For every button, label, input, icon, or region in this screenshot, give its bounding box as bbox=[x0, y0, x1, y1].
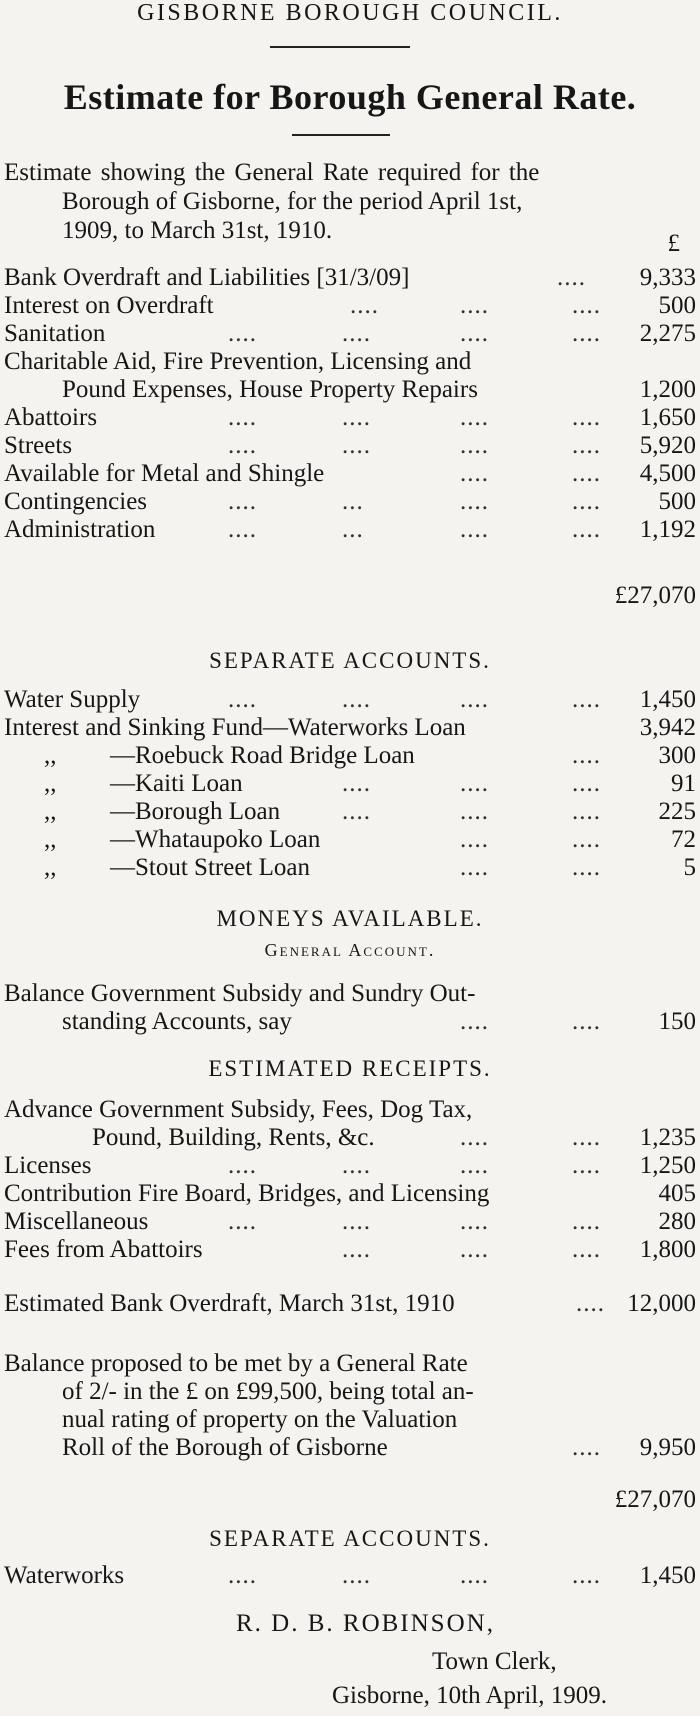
ditto-mark: ,, bbox=[44, 742, 57, 769]
expenditure-row bbox=[0, 292, 700, 320]
leader-dots: .... bbox=[576, 1290, 605, 1317]
leader-dots: .... bbox=[572, 742, 601, 769]
leader-dots: .... bbox=[460, 826, 489, 853]
signature-place-date: Gisborne, 10th April, 1909. bbox=[332, 1682, 607, 1709]
item-label: Balance Government Subsidy and Sundry Out- bbox=[4, 980, 476, 1007]
leader-dots: .... bbox=[572, 1124, 601, 1151]
expenditure-row bbox=[0, 404, 700, 432]
item-label: Licenses bbox=[4, 1152, 92, 1179]
leader-dots: .... bbox=[572, 320, 601, 347]
leader-dots: .... bbox=[572, 770, 601, 797]
item-label: Contribution Fire Board, Bridges, and Licensing bbox=[4, 1180, 490, 1207]
leader-dots: .... bbox=[572, 826, 601, 853]
leader-dots: .... bbox=[342, 1236, 371, 1263]
item-amount: 12,000 bbox=[627, 1290, 696, 1317]
item-amount: 5,920 bbox=[639, 432, 696, 459]
leader-dots: .... bbox=[460, 292, 489, 319]
leader-dots: .... bbox=[460, 1208, 489, 1235]
item-label: nual rating of property on the Valuation bbox=[62, 1406, 458, 1433]
item-label: Sanitation bbox=[4, 320, 106, 347]
item-amount: 300 bbox=[658, 742, 696, 769]
signatory-title: Town Clerk, bbox=[432, 1648, 557, 1675]
item-label: Interest on Overdraft bbox=[4, 292, 214, 319]
rate-row bbox=[0, 1378, 700, 1406]
leader-dots: .... bbox=[342, 686, 371, 713]
item-label: —Borough Loan bbox=[110, 798, 281, 825]
item-label: Interest and Sinking Fund—Waterworks Loan bbox=[4, 714, 466, 741]
balance-row bbox=[0, 1008, 700, 1036]
intro-line: Borough of Gisborne, for the period April 1st, bbox=[62, 188, 523, 215]
leader-dots: .... bbox=[228, 516, 257, 543]
item-amount: 72 bbox=[671, 826, 696, 853]
item-label: Balance proposed to be met by a General Rate bbox=[4, 1350, 468, 1377]
item-label: of 2/- in the £ on £99,500, being total an- bbox=[62, 1378, 474, 1405]
leader-dots: .... bbox=[228, 488, 257, 515]
leader-dots: .... bbox=[342, 432, 371, 459]
intro-line: Estimate showing the General Rate required for the bbox=[4, 159, 540, 186]
leader-dots: .... bbox=[342, 798, 371, 825]
page-title: Estimate for Borough General Rate. bbox=[63, 77, 637, 117]
item-amount: 1,450 bbox=[639, 1562, 696, 1589]
item-amount: 500 bbox=[658, 292, 696, 319]
final-total-row bbox=[0, 1486, 700, 1514]
item-amount: 9,333 bbox=[639, 264, 696, 291]
waterworks-row bbox=[0, 1562, 700, 1590]
expenditure-row bbox=[0, 376, 700, 404]
leader-dots: .... bbox=[572, 686, 601, 713]
leader-dots: .... bbox=[350, 292, 379, 319]
moneys-available-heading: MONEYS AVAILABLE. bbox=[216, 906, 484, 931]
separate-account-row bbox=[0, 854, 700, 882]
item-amount: 1,192 bbox=[639, 516, 696, 543]
leader-dots: .... bbox=[342, 1562, 371, 1589]
item-amount: 1,200 bbox=[639, 376, 696, 403]
rate-row bbox=[0, 1350, 700, 1378]
item-label: Fees from Abattoirs bbox=[4, 1236, 203, 1263]
item-label: Roll of the Borough of Gisborne bbox=[62, 1434, 388, 1461]
item-label: Water Supply bbox=[4, 686, 141, 713]
leader-dots: .... bbox=[228, 1152, 257, 1179]
item-label: Abattoirs bbox=[4, 404, 98, 431]
ditto-mark: ,, bbox=[44, 798, 57, 825]
item-amount: 280 bbox=[658, 1208, 696, 1235]
leader-dots: .... bbox=[460, 488, 489, 515]
expenditure-row bbox=[0, 348, 700, 376]
leader-dots: .... bbox=[460, 460, 489, 487]
leader-dots: .... bbox=[460, 1008, 489, 1035]
leader-dots: .... bbox=[460, 432, 489, 459]
leader-dots: .... bbox=[228, 432, 257, 459]
item-label: —Whataupoko Loan bbox=[110, 826, 321, 853]
leader-dots: .... bbox=[228, 320, 257, 347]
leader-dots: .... bbox=[572, 292, 601, 319]
separate-account-row bbox=[0, 770, 700, 798]
receipt-row bbox=[0, 1096, 700, 1124]
leader-dots: .... bbox=[572, 854, 601, 881]
leader-dots: .... bbox=[460, 1152, 489, 1179]
item-label: Bank Overdraft and Liabilities [31/3/09] bbox=[4, 264, 410, 291]
ditto-mark: ,, bbox=[44, 770, 57, 797]
item-label: —Stout Street Loan bbox=[110, 854, 310, 881]
title-rule bbox=[292, 134, 390, 136]
item-amount: 9,950 bbox=[639, 1434, 696, 1461]
item-amount: 5 bbox=[683, 854, 696, 881]
receipt-row bbox=[0, 1208, 700, 1236]
item-label: Contingencies bbox=[4, 488, 148, 515]
leader-dots: .... bbox=[460, 1236, 489, 1263]
item-amount: 225 bbox=[658, 798, 696, 825]
receipt-row bbox=[0, 1124, 700, 1152]
item-amount: 1,450 bbox=[639, 686, 696, 713]
item-amount: 1,235 bbox=[639, 1124, 696, 1151]
leader-dots: .... bbox=[228, 404, 257, 431]
expenditure-row bbox=[0, 460, 700, 488]
item-label: Waterworks bbox=[4, 1562, 125, 1589]
receipt-row bbox=[0, 1152, 700, 1180]
leader-dots: ... bbox=[342, 488, 364, 515]
item-amount: 1,800 bbox=[639, 1236, 696, 1263]
leader-dots: .... bbox=[572, 404, 601, 431]
receipt-row bbox=[0, 1236, 700, 1264]
final-total: £27,070 bbox=[614, 1486, 696, 1513]
ditto-mark: ,, bbox=[44, 826, 57, 853]
separate-account-row bbox=[0, 826, 700, 854]
item-amount: 1,650 bbox=[639, 404, 696, 431]
expenditure-total-row bbox=[0, 582, 700, 610]
header-rule bbox=[270, 46, 410, 48]
leader-dots: .... bbox=[572, 1152, 601, 1179]
item-amount: 3,942 bbox=[639, 714, 696, 741]
separate-account-row bbox=[0, 742, 700, 770]
leader-dots: .... bbox=[572, 1236, 601, 1263]
expenditure-row bbox=[0, 516, 700, 544]
item-label: Available for Metal and Shingle bbox=[4, 460, 325, 487]
separate-accounts-heading-2: SEPARATE ACCOUNTS. bbox=[209, 1526, 491, 1551]
item-amount: 150 bbox=[658, 1008, 696, 1035]
leader-dots: .... bbox=[460, 854, 489, 881]
leader-dots: .... bbox=[572, 1208, 601, 1235]
currency-symbol: £ bbox=[667, 230, 680, 257]
leader-dots: .... bbox=[572, 1008, 601, 1035]
leader-dots: .... bbox=[572, 516, 601, 543]
council-name: GISBORNE BOROUGH COUNCIL. bbox=[137, 0, 563, 26]
intro-line: 1909, to March 31st, 1910. bbox=[62, 217, 333, 244]
leader-dots: .... bbox=[460, 516, 489, 543]
leader-dots: .... bbox=[572, 488, 601, 515]
leader-dots: .... bbox=[460, 686, 489, 713]
rate-row bbox=[0, 1434, 700, 1462]
item-amount: 500 bbox=[658, 488, 696, 515]
signatory-name: R. D. B. ROBINSON, bbox=[236, 1610, 495, 1637]
leader-dots: .... bbox=[572, 432, 601, 459]
item-label: Miscellaneous bbox=[4, 1208, 149, 1235]
item-label: Charitable Aid, Fire Prevention, Licensing and bbox=[4, 348, 472, 375]
separate-accounts-heading: SEPARATE ACCOUNTS. bbox=[209, 648, 491, 673]
leader-dots: .... bbox=[228, 686, 257, 713]
item-label: Administration bbox=[4, 516, 156, 543]
leader-dots: .... bbox=[342, 1208, 371, 1235]
overdraft-row bbox=[0, 1290, 700, 1318]
estimated-receipts-heading: ESTIMATED RECEIPTS. bbox=[208, 1056, 492, 1081]
leader-dots: .... bbox=[460, 320, 489, 347]
item-label: —Kaiti Loan bbox=[110, 770, 243, 797]
item-label: standing Accounts, say bbox=[62, 1008, 292, 1035]
ditto-mark: ,, bbox=[44, 854, 57, 881]
leader-dots: .... bbox=[572, 1562, 601, 1589]
leader-dots: ... bbox=[342, 516, 364, 543]
balance-row bbox=[0, 980, 700, 1008]
item-amount: 405 bbox=[658, 1180, 696, 1207]
item-label: —Roebuck Road Bridge Loan bbox=[110, 742, 415, 769]
leader-dots: .... bbox=[460, 404, 489, 431]
separate-account-row bbox=[0, 686, 700, 714]
item-label: Advance Government Subsidy, Fees, Dog Tax, bbox=[4, 1096, 473, 1123]
separate-account-row bbox=[0, 798, 700, 826]
leader-dots: .... bbox=[572, 460, 601, 487]
expenditure-total: £27,070 bbox=[614, 582, 696, 609]
leader-dots: .... bbox=[342, 1152, 371, 1179]
general-account-heading: General Account. bbox=[264, 940, 436, 960]
expenditure-row bbox=[0, 432, 700, 460]
item-label: Pound Expenses, House Property Repairs bbox=[62, 376, 478, 403]
leader-dots: .... bbox=[342, 320, 371, 347]
item-amount: 4,500 bbox=[639, 460, 696, 487]
leader-dots: .... bbox=[557, 264, 586, 291]
rate-row bbox=[0, 1406, 700, 1434]
leader-dots: .... bbox=[228, 1562, 257, 1589]
leader-dots: .... bbox=[460, 770, 489, 797]
leader-dots: .... bbox=[460, 1124, 489, 1151]
item-amount: 91 bbox=[671, 770, 696, 797]
item-label: Streets bbox=[4, 432, 73, 459]
receipt-row bbox=[0, 1180, 700, 1208]
item-amount: 1,250 bbox=[639, 1152, 696, 1179]
leader-dots: .... bbox=[228, 1208, 257, 1235]
item-label: Estimated Bank Overdraft, March 31st, 1910 bbox=[4, 1290, 455, 1317]
leader-dots: .... bbox=[342, 404, 371, 431]
leader-dots: .... bbox=[342, 770, 371, 797]
expenditure-row bbox=[0, 488, 700, 516]
expenditure-row bbox=[0, 320, 700, 348]
expenditure-row bbox=[0, 264, 700, 292]
currency-header-row bbox=[0, 230, 700, 258]
leader-dots: .... bbox=[572, 1434, 601, 1461]
item-amount: 2,275 bbox=[639, 320, 696, 347]
leader-dots: .... bbox=[572, 798, 601, 825]
leader-dots: .... bbox=[460, 798, 489, 825]
leader-dots: .... bbox=[460, 1562, 489, 1589]
item-label: Pound, Building, Rents, &c. bbox=[92, 1124, 375, 1151]
separate-account-row bbox=[0, 714, 700, 742]
